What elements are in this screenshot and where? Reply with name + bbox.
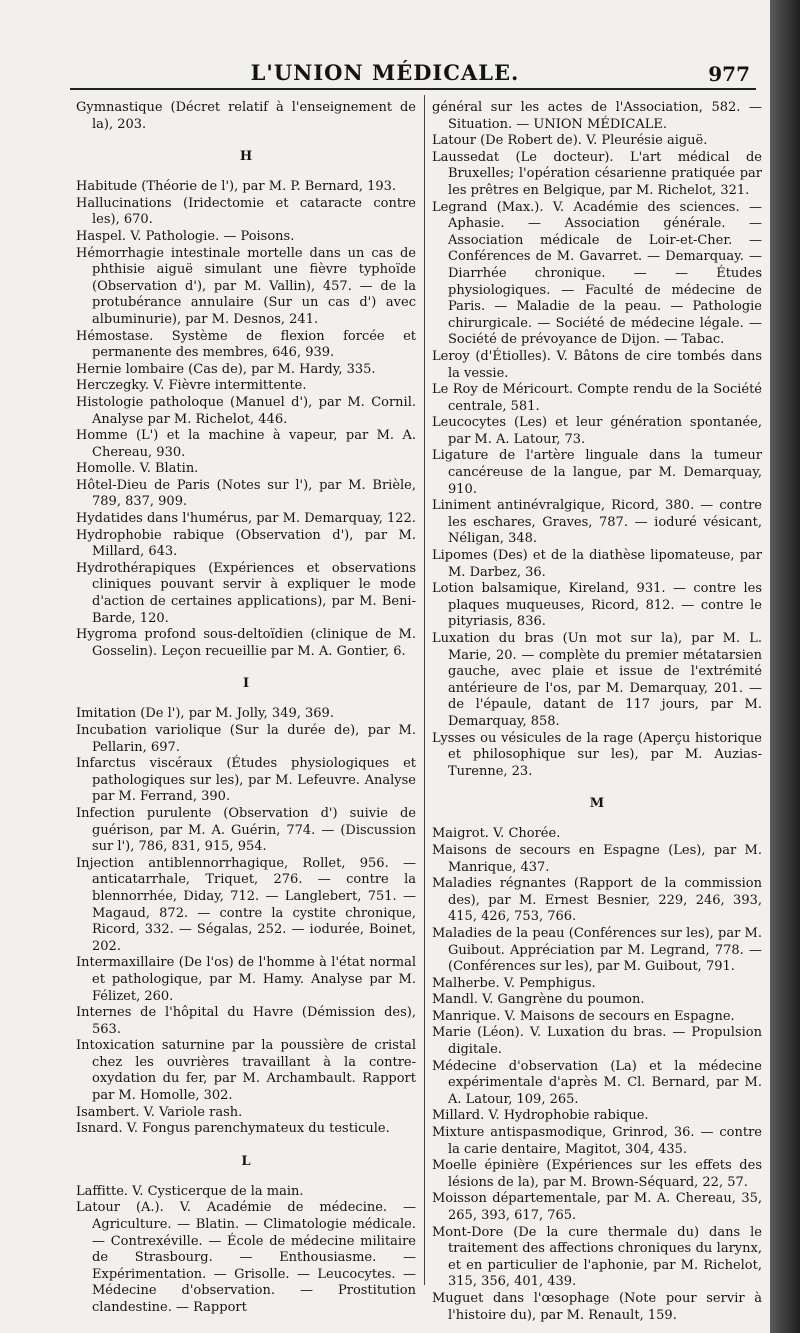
index-entry: Haspel. V. Pathologie. — Poisons. [76, 228, 295, 244]
index-entry: Lotion balsamique, Kireland, 931. — contre les plaques muqueuses, Ricord, 812. — contre le pityriasis, 836. [432, 581, 762, 630]
index-entry: Le Roy de Méricourt. Compte rendu de la Société centrale, 581. [432, 382, 762, 414]
index-entry: Mandl. V. Gangrène du poumon. [432, 992, 645, 1008]
index-entry: Mont-Dore (De la cure thermale du) dans le traitement des affections chroniques du larynx, et en particulier de l'aphonie, par M. Richelot, 315, 356, 401, 439. [432, 1224, 762, 1290]
index-entry: Laffitte. V. Cysticerque de la main. [76, 1183, 304, 1199]
index-block-h [76, 179, 416, 660]
header-rule [70, 88, 756, 90]
index-entry: Manrique. V. Maisons de secours en Espagne. [432, 1008, 735, 1024]
index-entry: Isnard. V. Fongus parenchymateux du testicule. [76, 1121, 390, 1137]
index-entry: général sur les actes de l'Association, 582. — Situation. — UNION MÉDICALE. [432, 100, 762, 132]
index-entry: Hallucinations (Iridectomie et cataracte contre les), 670. [76, 195, 416, 228]
index-entry: Médecine d'observation (La) et la médecine expérimentale d'après M. Cl. Bernard, par M. A. Latour, 109, 265. [432, 1058, 762, 1107]
index-entry: Liniment antinévralgique, Ricord, 380. — contre les eschares, Graves, 787. — ioduré vésicant, Néligan, 348. [432, 498, 762, 547]
index-entry: Ligature de l'artère linguale dans la tumeur cancéreuse de la langue, par M. Demarquay, 910. [432, 448, 762, 497]
index-entry: Gymnastique (Décret relatif à l'enseignement de la), 203. [76, 100, 416, 132]
index-entry: Imitation (De l'), par M. Jolly, 349, 369. [76, 706, 334, 722]
index-entry: Moelle épinière (Expériences sur les effets des lésions de la), par M. Brown-Séquard, 22, 57. [432, 1158, 762, 1190]
index-entry: Internes de l'hôpital du Havre (Démission des), 563. [76, 1005, 416, 1037]
index-entry: Lipomes (Des) et de la diathèse lipomateuse, par M. Darbez, 36. [432, 548, 762, 580]
index-block-l-continued [432, 100, 762, 780]
index-entry: Isambert. V. Variole rash. [76, 1104, 243, 1120]
index-entry: Infarctus viscéraux (Études physiologiques et pathologiques sur les), par M. Lefeuvre. Analyse par M. Ferrand, 390. [76, 756, 416, 805]
index-entry: Hôtel-Dieu de Paris (Notes sur l'), par M. Brièle, 789, 837, 909. [76, 477, 416, 510]
index-entry: Hydrophobie rabique (Observation d'), par M. Millard, 643. [76, 527, 416, 560]
index-block-l [76, 1184, 416, 1317]
index-entry: Latour (A.). V. Académie de médecine. — Agriculture. — Blatin. — Climatologie médicale. — Contrexéville. — École de médecine militaire de Strasbourg. — Enthousiasme. — Expérimentation. — Grisolle. — Leucocytes. — Médecine d'observation. — Prostitution clandestine. — Rapport [76, 1200, 416, 1315]
index-entry: Marie (Léon). V. Luxation du bras. — Propulsion digitale. [432, 1025, 762, 1058]
index-entry: Incubation variolique (Sur la durée de), par M. Pellarin, 697. [76, 723, 416, 755]
index-entry: Hémostase. Système de flexion forcée et permanente des membres, 646, 939. [76, 328, 416, 361]
index-block-m [432, 826, 762, 1324]
index-entry: Herczegky. V. Fièvre intermittente. [76, 378, 307, 394]
index-entry: Lysses ou vésicules de la rage (Aperçu historique et philosophique sur les), par M. Auzias-Turenne, 23. [432, 730, 762, 779]
index-entry: Hydrothérapiques (Expériences et observations cliniques pouvant servir à expliquer le mode d'action de certaines applications), par M. Beni-Barde, 120. [76, 560, 416, 626]
section-letter-l: L [241, 1153, 251, 1169]
index-entry: Infection purulente (Observation d') suivie de guérison, par M. A. Guérin, 774. — (Discussion sur l'), 786, 831, 915, 954. [76, 805, 416, 855]
page-number: 977 [708, 62, 750, 86]
index-entry: Homme (L') et la machine à vapeur, par M. A. Chereau, 930. [76, 428, 416, 460]
index-entry: Moisson départementale, par M. A. Chereau, 35, 265, 393, 617, 765. [432, 1191, 762, 1223]
index-entry: Intermaxillaire (De l'os) de l'homme à l'état normal et pathologique, par M. Hamy. Analyse par M. Félizet, 260. [76, 955, 416, 1004]
index-entry: Homolle. V. Blatin. [76, 461, 199, 477]
index-block-i [76, 706, 416, 1137]
index-block-g [76, 100, 416, 133]
column-divider [424, 95, 425, 1285]
section-letter-m: M [589, 796, 605, 812]
index-entry: Laussedat (Le docteur). L'art médical de Bruxelles; l'opération césarienne pratiquée par les prêtres en Belgique, par M. Richelot, 321. [432, 149, 762, 198]
index-entry: Muguet dans l'œsophage (Note pour servir à l'histoire du), par M. Renault, 159. [432, 1290, 762, 1323]
index-entry: Millard. V. Hydrophobie rabique. [432, 1108, 649, 1124]
index-entry: Hémorrhagie intestinale mortelle dans un cas de phthisie aiguë simulant une fièvre typhoïde (Observation d'), par M. Vallin), 457. — de la protubérance annulaire (Sur un cas d') avec albuminurie), par M. Desnos, 241. [76, 245, 416, 327]
index-entry: Injection antiblennorrhagique, Rollet, 956. — anticatarrhale, Triquet, 276. — contre la blennorrhée, Diday, 712. — Langlebert, 751. — Magaud, 872. — contre la cystite chronique, Ricord, 332. — Ségalas, 252. — iodurée, Boinet, 202. [76, 855, 416, 954]
index-entry: Leucocytes (Les) et leur génération spontanée, par M. A. Latour, 73. [432, 415, 762, 447]
section-letter-i: I [242, 676, 250, 692]
index-entry: Habitude (Théorie de l'), par M. P. Bernard, 193. [76, 179, 397, 195]
index-entry: Luxation du bras (Un mot sur la), par M. L. Marie, 20. — complète du premier métatarsien gauche, avec plaie et issue de l'extrémité antérieure de l'os, par M. Demarquay, 201. — de l'épaule, datant de 117 jours, par M. Demarquay, 858. [432, 631, 762, 729]
index-entry: Hygroma profond sous-deltoïdien (clinique de M. Gosselin). Leçon recueillie par M. A. Gontier, 6. [76, 627, 416, 659]
left-column [76, 100, 416, 1317]
index-entry: Intoxication saturnine par la poussière de cristal chez les ouvrières travaillant à la contre-oxydation du fer, par M. Archambault. Rapport par M. Homolle, 302. [76, 1038, 416, 1104]
index-entry: Mixture antispasmodique, Grinrod, 36. — contre la carie dentaire, Magitot, 304, 435. [432, 1125, 762, 1157]
index-entry: Hernie lombaire (Cas de), par M. Hardy, 335. [76, 361, 376, 377]
page-edge-shadow [770, 0, 800, 1333]
index-entry: Histologie patholoque (Manuel d'), par M. Cornil. Analyse par M. Richelot, 446. [76, 394, 416, 427]
index-entry: Latour (De Robert de). V. Pleurésie aiguë. [432, 133, 708, 149]
index-entry: Maisons de secours en Espagne (Les), par M. Manrique, 437. [432, 842, 762, 875]
index-entry: Hydatides dans l'humérus, par M. Demarquay, 122. [76, 511, 416, 527]
journal-title: L'UNION MÉDICALE. [250, 60, 520, 85]
index-entry: Maladies de la peau (Conférences sur les), par M. Guibout. Appréciation par M. Legrand, 778. — (Conférences sur les), par M. Guibout, 791. [432, 925, 762, 975]
index-entry: Legrand (Max.). V. Académie des sciences. — Aphasie. — Association générale. — Association médicale de Loir-et-Cher. — Conférences de M. Gavarret. — Demarquay. — Diarrhée chronique. — — Études physiologiques. — Faculté de médecine de Paris. — Maladie de la peau. — Pathologie chirurgicale. — Société de médecine légale. — Société de prévoyance de Dijon. — Tabac. [432, 199, 762, 348]
right-column [432, 100, 762, 1324]
index-entry: Maladies régnantes (Rapport de la commission des), par M. Ernest Besnier, 229, 246, 393, 415, 426, 753, 766. [432, 876, 762, 925]
section-letter-h: H [239, 149, 253, 165]
index-entry: Malherbe. V. Pemphigus. [432, 975, 596, 991]
index-entry: Maigrot. V. Chorée. [432, 826, 561, 842]
index-entry: Leroy (d'Étiolles). V. Bâtons de cire tombés dans la vessie. [432, 348, 762, 381]
